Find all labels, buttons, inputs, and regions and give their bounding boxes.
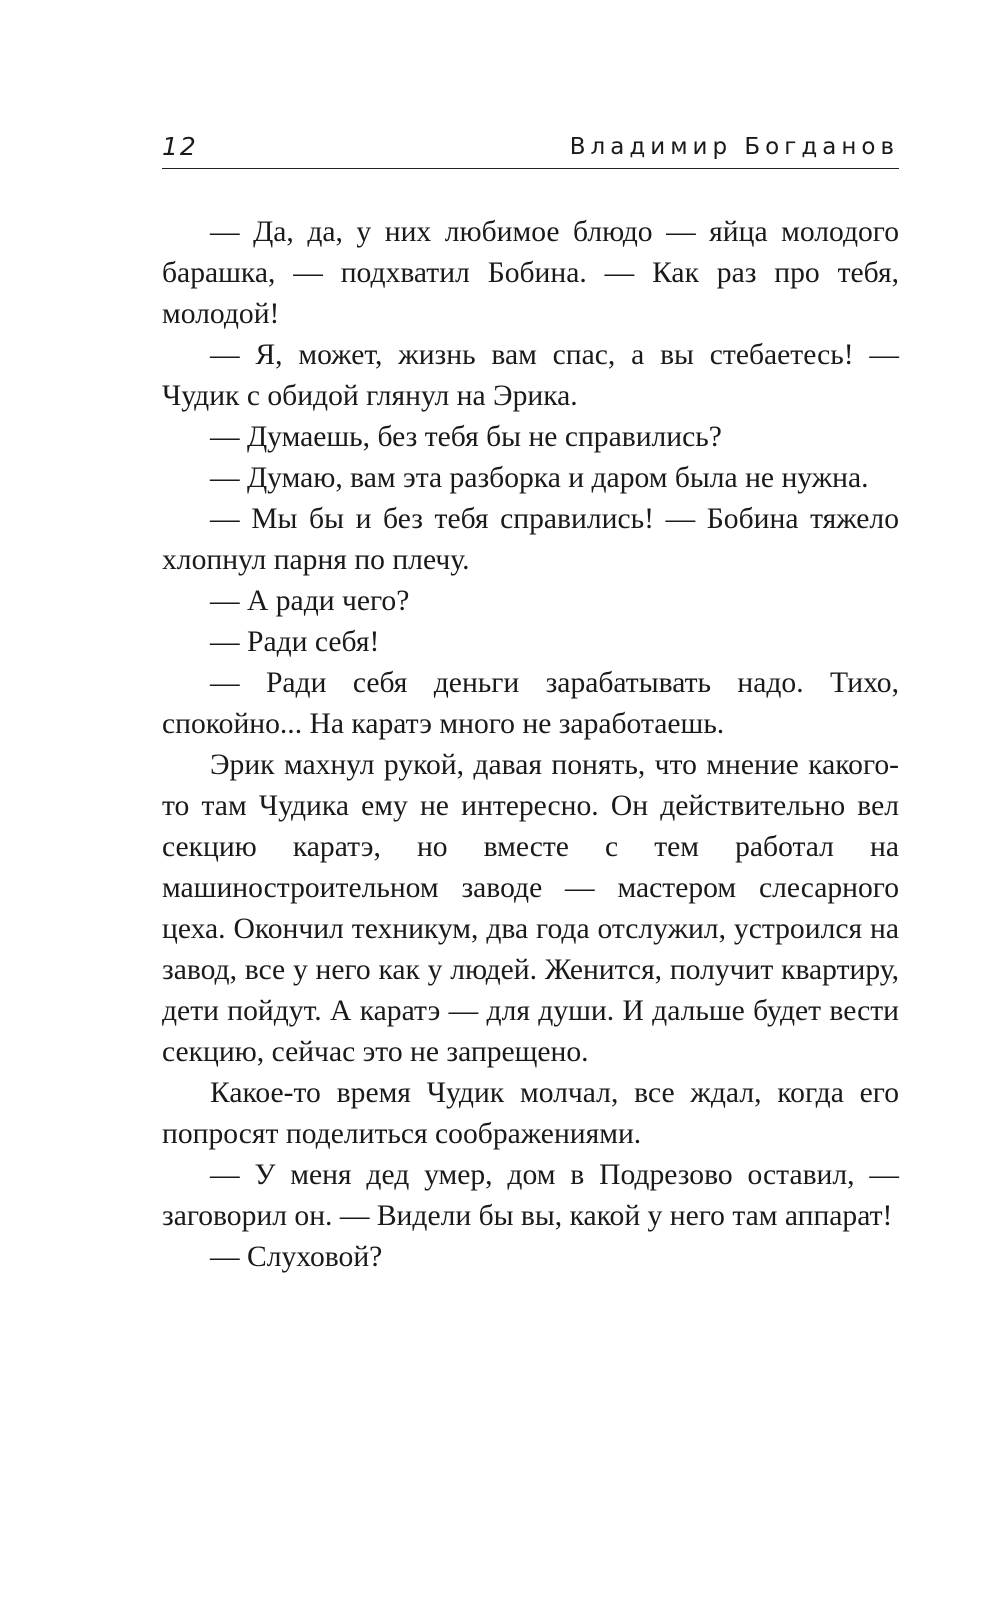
paragraph: — Слуховой? <box>210 1241 383 1273</box>
paragraph: Эрик махнул рукой, давая понять, что мнение какого-то там Чудика ему не интересно. Он действительно вел секцию каратэ, но вместе с тем работал на машиностроительном заводе — мастером слесарного цеха. Окончил техникум, два года отслужил, устроился на завод, все у него как у людей. Женится, получит квартиру, дети пойдут. А каратэ — для души. И дальше будет вести секцию, сейчас это не запрещено. <box>162 749 899 1068</box>
paragraph: — Да, да, у них любимое блюдо — яйца молодого барашка, — подхватил Бобина. — Как раз про тебя, молодой! <box>162 216 899 330</box>
paragraph: — Я, может, жизнь вам спас, а вы стебаетесь! — Чудик с обидой глянул на Эрика. <box>162 339 899 412</box>
paragraph: — У меня дед умер, дом в Подрезово оставил, — заговорил он. — Видели бы вы, какой у него там аппарат! <box>162 1159 899 1232</box>
running-header <box>162 128 899 169</box>
paragraph: — Ради себя деньги зарабатывать надо. Тихо, спокойно... На каратэ много не заработаешь. <box>162 667 899 740</box>
paragraph: — Мы бы и без тебя справились! — Бобина тяжело хлопнул парня по плечу. <box>162 503 899 576</box>
author-name: Владимир Богданов <box>569 134 899 160</box>
page-number: 12 <box>162 132 198 161</box>
paragraph: — Думаешь, без тебя бы не справились? <box>210 421 722 453</box>
body-text <box>162 212 899 1278</box>
paragraph: — А ради чего? <box>210 585 410 617</box>
paragraph: — Думаю, вам эта разборка и даром была не нужна. <box>210 462 869 494</box>
paragraph: Какое-то время Чудик молчал, все ждал, когда его попросят поделиться соображениями. <box>162 1077 899 1150</box>
paragraph: — Ради себя! <box>210 626 380 658</box>
